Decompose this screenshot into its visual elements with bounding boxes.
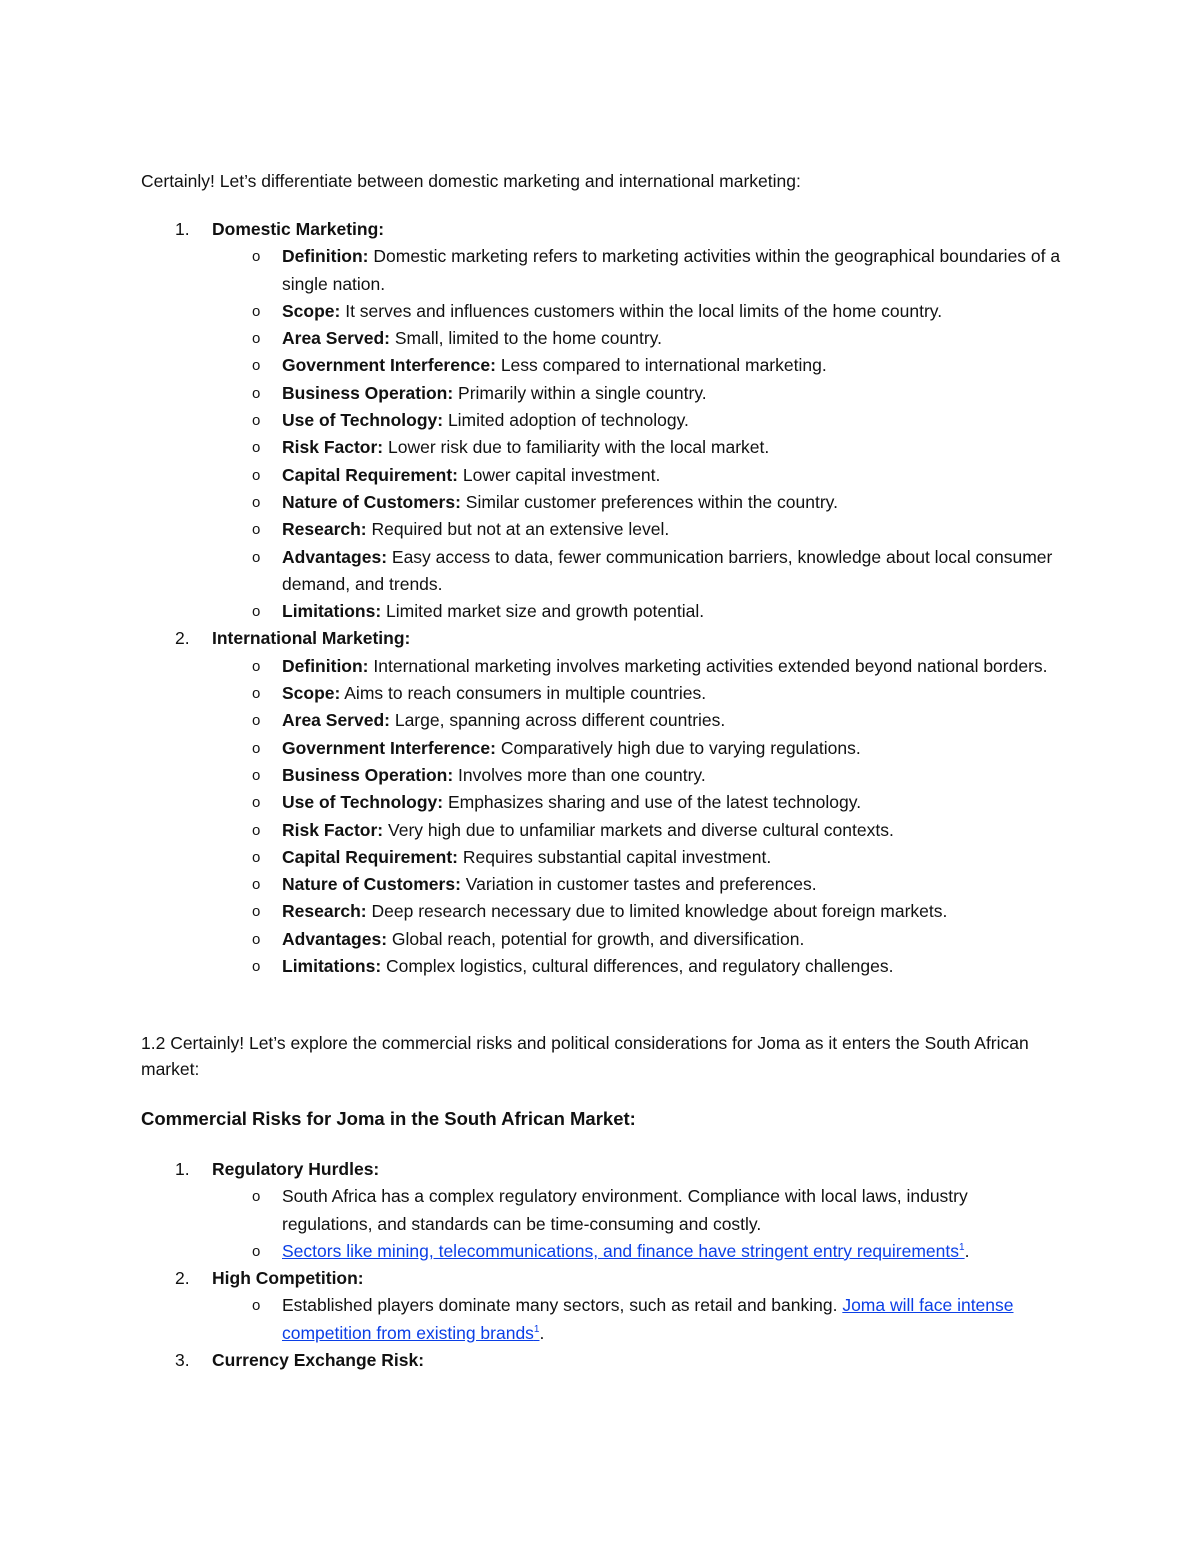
list-number: 3.	[175, 1350, 190, 1371]
item-text: Similar customer preferences within the country.	[460, 491, 838, 512]
term-label: Business Operation:	[282, 764, 454, 785]
term-label: Research:	[282, 519, 367, 540]
sub-list-item	[252, 1183, 1061, 1238]
term-label: Government Interference:	[282, 737, 496, 758]
bullet-icon: o	[252, 848, 261, 866]
term-label: Government Interference:	[282, 355, 496, 376]
sub-list-item	[252, 844, 1061, 871]
marketing-comparison-list	[141, 216, 1061, 980]
sub-list-item	[252, 898, 1061, 925]
term-label: Risk Factor:	[282, 437, 384, 458]
bullet-icon: o	[252, 1297, 261, 1315]
sub-list-item	[252, 598, 1061, 625]
list-item-title: Domestic Marketing:	[212, 219, 385, 239]
bullet-icon: o	[252, 603, 261, 621]
list-item	[141, 625, 1061, 980]
citation-marker[interactable]: 1	[533, 1323, 540, 1335]
list-number: 2.	[175, 1268, 190, 1289]
bullet-icon: o	[252, 766, 261, 784]
bullet-icon: o	[252, 903, 261, 921]
sub-list-item	[252, 789, 1061, 816]
item-text: Involves more than one country.	[453, 764, 706, 785]
item-text: Variation in customer tastes and preferences.	[460, 874, 817, 895]
sub-list-item	[252, 380, 1061, 407]
term-label: Definition:	[282, 246, 369, 267]
sub-list	[141, 1292, 1061, 1347]
sub-list-item	[252, 1292, 1061, 1347]
term-label: Risk Factor:	[282, 819, 384, 840]
sub-list-item	[252, 871, 1061, 898]
citation-marker[interactable]: 1	[959, 1242, 965, 1254]
sub-list-item	[252, 953, 1061, 980]
commercial-risks-heading: Commercial Risks for Joma in the South African Market:	[141, 1108, 636, 1129]
list-item	[141, 1265, 1061, 1347]
item-text: Comparatively high due to varying regulations.	[495, 737, 861, 758]
item-text: Primarily within a single country.	[453, 382, 707, 403]
item-text: International marketing involves marketing activities extended beyond national borders.	[368, 655, 1048, 676]
sub-list	[141, 1183, 1061, 1265]
bullet-icon: o	[252, 439, 261, 457]
bullet-icon: o	[252, 794, 261, 812]
item-text: Aims to reach consumers in multiple countries.	[340, 683, 707, 704]
item-text: Requires substantial capital investment.	[458, 846, 772, 867]
sub-list-item	[252, 762, 1061, 789]
bullet-icon: o	[252, 548, 261, 566]
term-label: Business Operation:	[282, 382, 454, 403]
item-text: Less compared to international marketing.	[495, 355, 827, 376]
sub-list-item	[252, 544, 1061, 599]
term-label: Area Served:	[282, 328, 390, 349]
bullet-icon: o	[252, 412, 261, 430]
item-text: Lower capital investment.	[458, 464, 661, 485]
list-number: 1.	[175, 1159, 190, 1179]
sub-list-item	[252, 298, 1061, 325]
list-item-title: International Marketing:	[212, 628, 411, 649]
bullet-icon: o	[252, 958, 261, 976]
item-text: Very high due to unfamiliar markets and diverse cultural contexts.	[383, 819, 894, 840]
item-text: Small, limited to the home country.	[389, 328, 662, 349]
commercial-risks-list	[141, 1156, 1061, 1374]
bullet-icon: o	[252, 657, 261, 675]
sub-list	[141, 243, 1061, 625]
list-item-title: Currency Exchange Risk:	[212, 1350, 425, 1371]
bullet-icon: o	[252, 248, 261, 266]
sub-list-item	[252, 926, 1061, 953]
sub-list-item	[252, 407, 1061, 434]
item-text-after: .	[964, 1240, 970, 1261]
bullet-icon: o	[252, 930, 261, 948]
item-text: Domestic marketing refers to marketing activities within the geographical boundaries of a single nation.	[282, 246, 1061, 294]
item-text: Limited market size and growth potential.	[381, 601, 705, 622]
item-text: Large, spanning across different countries.	[389, 710, 726, 731]
bullet-icon: o	[252, 521, 261, 539]
term-label: Area Served:	[282, 710, 390, 731]
sub-list-item	[252, 735, 1061, 762]
item-text: Easy access to data, fewer communication barriers, knowledge about local consumer demand, and trends.	[282, 546, 1053, 594]
term-label: Nature of Customers:	[282, 874, 461, 895]
bullet-icon: o	[252, 1242, 261, 1260]
list-item-title: High Competition:	[212, 1268, 364, 1289]
bullet-icon: o	[252, 821, 261, 839]
sub-list-item	[252, 352, 1061, 379]
sub-list-item	[252, 243, 1061, 298]
sub-list-item	[252, 680, 1061, 707]
sub-list-item	[252, 653, 1061, 680]
list-number: 1.	[175, 219, 190, 239]
item-text: Limited adoption of technology.	[443, 410, 689, 431]
bullet-icon: o	[252, 493, 261, 511]
bullet-icon: o	[252, 876, 261, 894]
term-label: Limitations:	[282, 601, 382, 622]
sub-list-item	[252, 325, 1061, 352]
term-label: Nature of Customers:	[282, 491, 461, 512]
bullet-icon: o	[252, 330, 261, 348]
item-text: Complex logistics, cultural differences, and regulatory challenges.	[381, 956, 894, 977]
item-text: South Africa has a complex regulatory environment. Compliance with local laws, industry regulations, and standards can be time-consuming and costly.	[282, 1186, 968, 1234]
list-item	[141, 216, 1061, 625]
list-item-title: Regulatory Hurdles:	[212, 1159, 380, 1179]
bullet-icon: o	[252, 685, 261, 703]
sub-list-item	[252, 489, 1061, 516]
bullet-icon: o	[252, 302, 261, 320]
source-link[interactable]: Sectors like mining, telecommunications, and finance have stringent entry requirements$^1$	[282, 1240, 965, 1261]
sub-list-item	[252, 516, 1061, 543]
sub-list	[141, 653, 1061, 981]
sub-list-item	[252, 434, 1061, 461]
item-text: Established players dominate many sectors, such as retail and banking.	[282, 1295, 843, 1316]
list-item	[141, 1347, 1061, 1374]
bullet-icon: o	[252, 739, 261, 757]
term-label: Advantages:	[282, 546, 388, 567]
section-1-2-paragraph: 1.2 Certainly! Let’s explore the commercial risks and political considerations for Joma as it enters the South African market:	[141, 1033, 1029, 1079]
item-text: Deep research necessary due to limited knowledge about foreign markets.	[366, 901, 948, 922]
term-label: Use of Technology:	[282, 792, 444, 813]
item-text: Global reach, potential for growth, and diversification.	[387, 928, 805, 949]
intro-paragraph: Certainly! Let’s differentiate between domestic marketing and international marketing:	[141, 171, 801, 191]
bullet-icon: o	[252, 384, 261, 402]
item-text: Emphasizes sharing and use of the latest technology.	[443, 792, 862, 813]
sub-list-item	[252, 707, 1061, 734]
item-text: Required but not at an extensive level.	[366, 519, 670, 540]
term-label: Research:	[282, 901, 367, 922]
term-label: Scope:	[282, 300, 341, 321]
term-label: Limitations:	[282, 956, 382, 977]
sub-list-item	[252, 817, 1061, 844]
sub-list-item	[252, 1238, 1061, 1265]
term-label: Use of Technology:	[282, 410, 444, 431]
list-number: 2.	[175, 628, 190, 649]
item-text-after: .	[539, 1322, 545, 1343]
item-text: It serves and influences customers within the local limits of the home country.	[340, 300, 943, 321]
item-text: Lower risk due to familiarity with the local market.	[383, 437, 770, 458]
sub-list-item	[252, 462, 1061, 489]
bullet-icon: o	[252, 466, 261, 484]
term-label: Capital Requirement:	[282, 464, 458, 485]
list-item	[141, 1156, 1061, 1265]
term-label: Scope:	[282, 683, 341, 704]
source-link[interactable]: Joma will face intense competition from existing brands$^1$	[282, 1295, 1014, 1343]
bullet-icon: o	[252, 1188, 261, 1206]
term-label: Definition:	[282, 655, 369, 676]
term-label: Advantages:	[282, 928, 388, 949]
bullet-icon: o	[252, 357, 261, 375]
term-label: Capital Requirement:	[282, 846, 458, 867]
bullet-icon: o	[252, 712, 261, 730]
